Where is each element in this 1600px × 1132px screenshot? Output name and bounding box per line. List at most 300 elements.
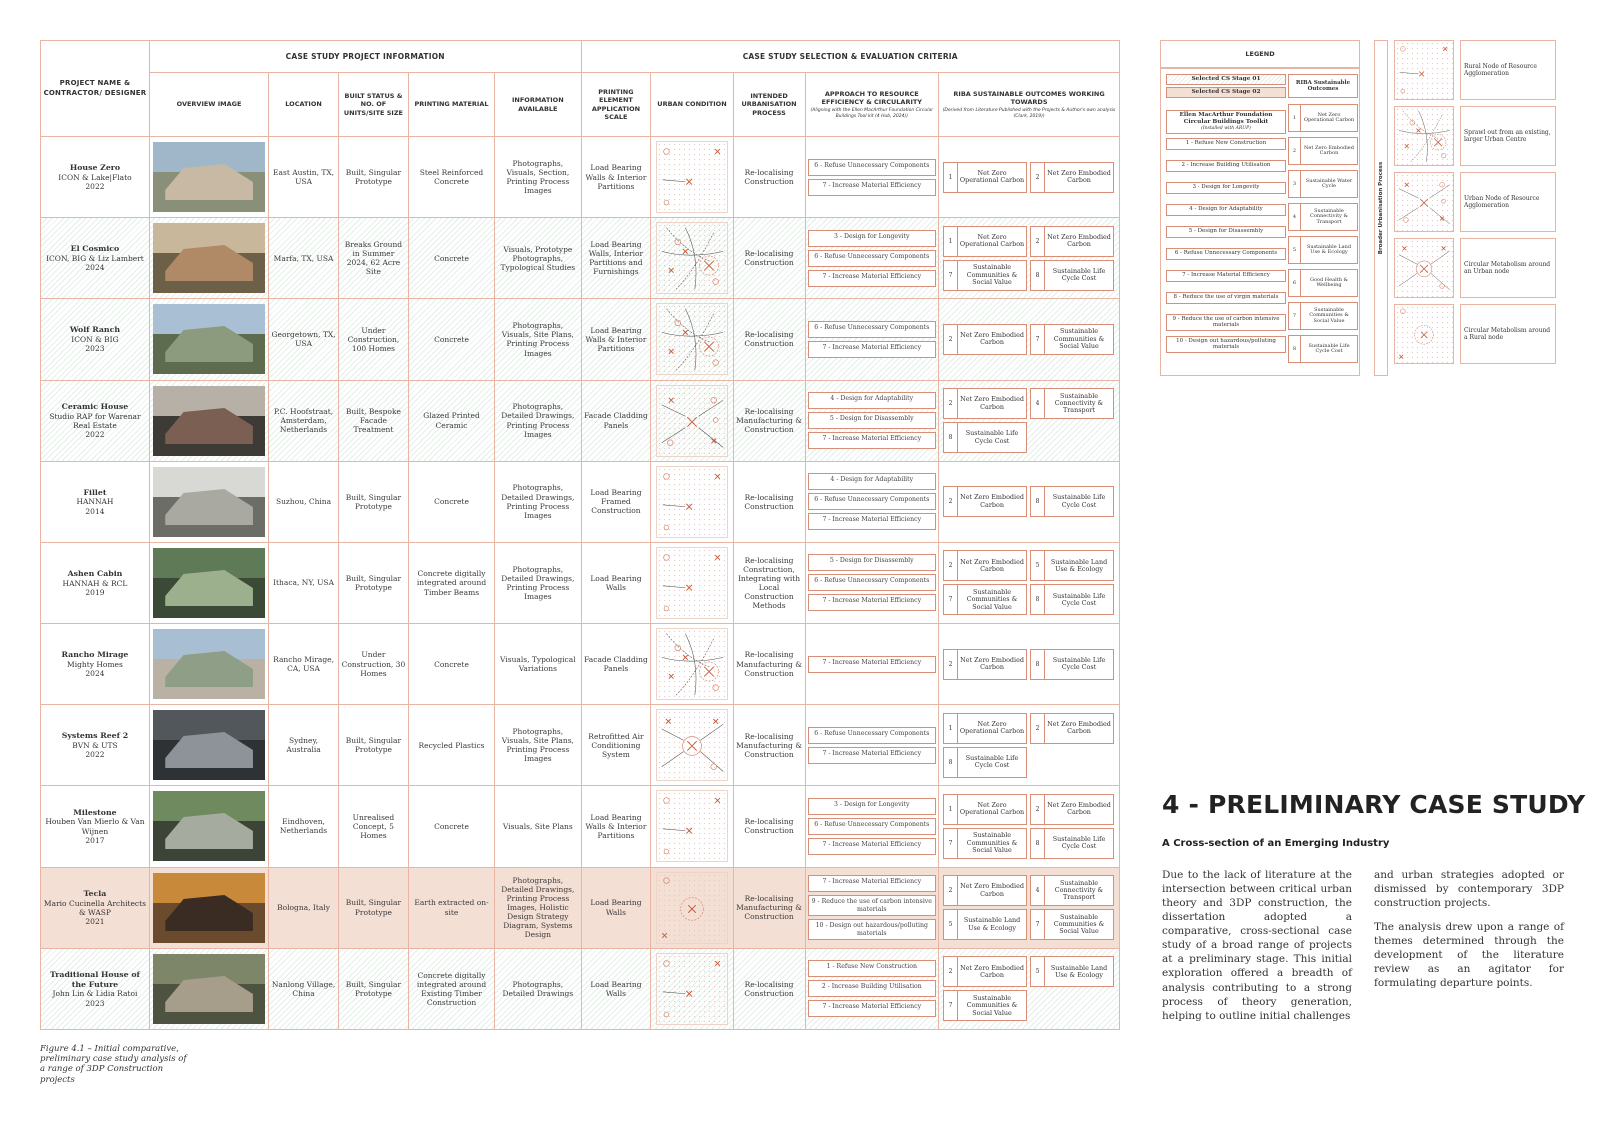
approach-tag: 7 - Increase Material Efficiency: [808, 594, 937, 611]
table-row: [41, 461, 1120, 542]
project-name: Wolf Ranch: [69, 325, 121, 335]
riba-tag-list: [941, 954, 1117, 1023]
riba-tag: [943, 649, 1027, 680]
legend-emf-item: 7 - Increase Material Efficiency: [1166, 270, 1286, 282]
project-year: 2017: [85, 836, 105, 846]
urban-condition-cell: [651, 299, 733, 380]
cell-material: Concrete digitally integrated around Existing Timber Construction: [408, 948, 494, 1029]
riba-number: 4: [1031, 389, 1045, 418]
cell-built: Breaks Ground in Summer 2024, 62 Acre Site: [338, 218, 408, 299]
cell-process: Re-localising Construction: [733, 786, 805, 867]
table-row: [41, 948, 1120, 1029]
riba-tag-list: [941, 160, 1117, 195]
approach-tag: 7 - Increase Material Efficiency: [808, 513, 937, 530]
legend-riba-label: Sustainable Connectivity & Transport: [1310, 207, 1348, 225]
cell-process: Re-localising Manufacturing & Construction: [733, 705, 805, 786]
cell-process: Re-localising Manufacturing & Construction: [733, 624, 805, 705]
project-name-cell: [41, 137, 150, 218]
col-location: LOCATION: [269, 73, 339, 137]
legend-riba-number: 6: [1289, 270, 1301, 296]
project-year: 2022: [85, 182, 105, 192]
legend-vertical-label-text: Broader Urbanisation Process: [1378, 161, 1384, 255]
riba-number: 8: [1031, 650, 1045, 679]
urban-condition-diagram: [656, 303, 728, 375]
cell-element: Load Bearing Walls: [581, 867, 651, 948]
cell-location: Sydney, Australia: [269, 705, 339, 786]
body-text-column-a: Due to the lack of literature at the intersection between critical urban theory and 3DP construction, the dissertation adopted a comparative, cross-sectional case study of a broad range of projects at a preliminary stage. This initial exploration offered a breadth of analysis contributing to a strong process of theory generation, helping to outline initial challenges: [1162, 869, 1352, 1022]
project-designer: Mario Cucinella Architects & WASP: [43, 898, 146, 917]
riba-tag-list: [941, 322, 1117, 357]
riba-label: Net Zero Embodied Carbon: [1047, 801, 1111, 817]
riba-outcomes-cell: [939, 948, 1120, 1029]
urban-condition-diagram: [656, 466, 728, 538]
cell-element: Load Bearing Walls & Interior Partitions: [581, 137, 651, 218]
riba-label: Sustainable Connectivity & Transport: [1054, 878, 1104, 902]
resource-approach-cell: [805, 948, 939, 1029]
urban-condition-diagram: [656, 953, 728, 1025]
approach-tag: 2 - Increase Building Utilisation: [808, 980, 937, 997]
project-photo: [153, 386, 265, 456]
riba-label: Net Zero Embodied Carbon: [960, 882, 1024, 898]
project-name: Rancho Mirage: [61, 650, 129, 660]
riba-label: Sustainable Communities & Social Value: [966, 263, 1018, 286]
urban-condition-cell: [651, 624, 733, 705]
cell-process: Re-localising Construction: [733, 461, 805, 542]
riba-tag: [943, 584, 1027, 615]
resource-approach-cell: [805, 461, 939, 542]
riba-number: 5: [1031, 957, 1045, 986]
cell-process: Re-localising Construction: [733, 218, 805, 299]
table-row: [41, 299, 1120, 380]
riba-tag-list: [941, 792, 1117, 861]
overview-image-cell: [149, 542, 268, 623]
riba-label: Net Zero Embodied Carbon: [960, 395, 1024, 411]
riba-number: 8: [944, 423, 958, 452]
riba-tag: [943, 875, 1027, 906]
cell-info: Photographs, Detailed Drawings: [495, 948, 581, 1029]
cell-location: Ithaca, NY, USA: [269, 542, 339, 623]
riba-tag: [1030, 550, 1114, 581]
cell-material: Recycled Plastics: [408, 705, 494, 786]
project-year: 2024: [85, 669, 105, 679]
approach-tag: 7 - Increase Material Efficiency: [808, 747, 937, 764]
cell-element: Retrofitted Air Conditioning System: [581, 705, 651, 786]
riba-number: 5: [944, 910, 958, 939]
cell-info: Photographs, Detailed Drawings, Printing Process Images: [495, 542, 581, 623]
riba-tag: [1030, 584, 1114, 615]
cell-built: Unrealised Concept, 5 Homes: [338, 786, 408, 867]
legend-riba-number: 2: [1289, 138, 1301, 164]
riba-outcomes-cell: [939, 218, 1120, 299]
riba-tag: [1030, 828, 1114, 859]
riba-label: Net Zero Embodied Carbon: [1047, 719, 1111, 736]
project-photo: [153, 791, 265, 861]
project-photo: [153, 873, 265, 943]
approach-tag: 6 - Refuse Unnecessary Components: [808, 818, 937, 835]
riba-tag-list: [941, 548, 1117, 617]
project-photo: [153, 629, 265, 699]
riba-number: 1: [944, 795, 958, 824]
project-designer: Houben Van Mierlo & Van Wijnen: [45, 817, 145, 836]
riba-number: 4: [1031, 876, 1045, 905]
col-riba-outcomes: [939, 73, 1120, 137]
riba-tag-list: [941, 647, 1117, 682]
riba-label: Net Zero Embodied Carbon: [1047, 168, 1111, 185]
riba-outcomes-cell: [939, 786, 1120, 867]
project-photo: [153, 710, 265, 780]
project-name-cell: [41, 218, 150, 299]
project-name-cell: [41, 380, 150, 461]
riba-number: 1: [944, 227, 958, 256]
riba-number: 2: [944, 551, 958, 580]
header-project-name: PROJECT NAME & CONTRACTOR/ DESIGNER: [41, 41, 150, 137]
overview-image-cell: [149, 299, 268, 380]
project-year: 2024: [85, 263, 105, 273]
header-selection-criteria: CASE STUDY SELECTION & EVALUATION CRITERIA: [581, 41, 1120, 73]
cell-process: Re-localising Manufacturing & Construction: [733, 867, 805, 948]
riba-tag: [1030, 713, 1114, 744]
cell-info: Visuals, Site Plans: [495, 786, 581, 867]
cell-info: Photographs, Detailed Drawings, Printing Process Images: [495, 461, 581, 542]
riba-tag: [943, 909, 1027, 940]
legend-riba-item: [1288, 104, 1358, 132]
legend-emf-item: 10 - Design out hazardous/polluting materials: [1166, 336, 1286, 353]
section-subtitle: A Cross-section of an Emerging Industry: [1162, 838, 1390, 849]
col-information-available: INFORMATION AVAILABLE: [495, 73, 581, 137]
riba-tag: [943, 713, 1027, 744]
riba-outcomes-cell: [939, 380, 1120, 461]
project-photo: [153, 467, 265, 537]
legend-diagram: [1394, 172, 1454, 232]
resource-approach-cell: [805, 705, 939, 786]
cell-process: Re-localising Construction: [733, 299, 805, 380]
cell-location: Eindhoven, Netherlands: [269, 786, 339, 867]
urban-condition-diagram: [656, 790, 728, 862]
project-designer: ICON & BIG: [71, 335, 119, 345]
cell-built: Built, Singular Prototype: [338, 948, 408, 1029]
riba-number: 8: [1031, 261, 1045, 290]
approach-tag: 6 - Refuse Unnecessary Components: [808, 250, 937, 267]
riba-tag: [943, 324, 1027, 355]
cell-location: Nanlong Village, China: [269, 948, 339, 1029]
riba-tag: [943, 260, 1027, 291]
riba-label: Sustainable Life Cycle Cost: [965, 753, 1019, 770]
legend-riba-title-text: RIBA Sustainable Outcomes: [1295, 79, 1351, 92]
cell-process: Re-localising Construction: [733, 137, 805, 218]
riba-tag: [943, 828, 1027, 859]
riba-label: Net Zero Embodied Carbon: [960, 963, 1024, 979]
cell-built: Built, Singular Prototype: [338, 137, 408, 218]
legend-emf-item: 9 - Reduce the use of carbon intensive materials: [1166, 314, 1286, 331]
project-name-cell: [41, 299, 150, 380]
riba-label: Sustainable Communities & Social Value: [966, 831, 1018, 855]
approach-tag: 7 - Increase Material Efficiency: [808, 875, 937, 892]
project-name-cell: [41, 948, 150, 1029]
project-name: House Zero: [69, 163, 121, 173]
table-row: [41, 380, 1120, 461]
legend-emf-item: 8 - Reduce the use of virgin materials: [1166, 292, 1286, 304]
col-built-status: BUILT STATUS & NO. OF UNITS/SITE SIZE: [338, 73, 408, 137]
body-paragraph-2: The analysis drew upon a range of themes determined through the development of the literature review as an agitator for formulating departure points.: [1374, 921, 1564, 990]
project-name-cell: [41, 786, 150, 867]
riba-number: 2: [944, 487, 958, 516]
legend-diagram: [1394, 304, 1454, 364]
approach-tag: 4 - Design for Adaptability: [808, 392, 937, 409]
riba-label: Sustainable Life Cycle Cost: [1052, 835, 1106, 851]
legend-riba-item: [1288, 302, 1358, 330]
cell-material: Glazed Printed Ceramic: [408, 380, 494, 461]
riba-tag-list: [941, 484, 1117, 519]
approach-tag: 6 - Refuse Unnecessary Components: [808, 321, 937, 338]
urban-condition-cell: [651, 461, 733, 542]
legend-emf-title: [1166, 110, 1286, 134]
cell-built: Built, Singular Prototype: [338, 461, 408, 542]
project-photo: [153, 142, 265, 212]
legend-diagram-label: Rural Node of Resource Agglomeration: [1460, 40, 1556, 100]
riba-number: 8: [1031, 829, 1045, 858]
riba-tag: [1030, 260, 1114, 291]
approach-tag: 7 - Increase Material Efficiency: [808, 1000, 937, 1017]
legend: [1160, 40, 1560, 376]
body-text-column-b: [1374, 868, 1564, 991]
project-designer: John Lin & Lidia Ratoi: [52, 989, 138, 999]
legend-riba-label: Sustainable Life Cycle Cost: [1308, 342, 1350, 354]
body-paragraph-1: and urban strategies adopted or dismissed by contemporary 3DP construction projects.: [1374, 869, 1564, 910]
overview-image-cell: [149, 948, 268, 1029]
overview-image-cell: [149, 380, 268, 461]
legend-riba-item: [1288, 335, 1358, 363]
urban-condition-cell: [651, 867, 733, 948]
col-resource-approach: [805, 73, 939, 137]
riba-number: 5: [1031, 551, 1045, 580]
table-row: [41, 218, 1120, 299]
legend-emf-item: 6 - Refuse Unnecessary Components: [1166, 248, 1286, 260]
riba-label: Sustainable Life Cycle Cost: [1052, 655, 1106, 672]
riba-label: Sustainable Communities & Social Value: [1053, 327, 1105, 351]
riba-tag: [943, 226, 1027, 257]
overview-image-cell: [149, 461, 268, 542]
approach-tag: 7 - Increase Material Efficiency: [808, 656, 937, 673]
col-riba-outcomes-label: RIBA SUSTAINABLE OUTCOMES WORKING TOWARDS: [953, 89, 1105, 106]
legend-riba-label: Net Zero Operational Carbon: [1303, 111, 1355, 123]
riba-number: 7: [944, 585, 958, 614]
legend-riba-label: Sustainable Land Use & Ecology: [1306, 243, 1352, 255]
riba-number: 7: [944, 829, 958, 858]
riba-label: Sustainable Life Cycle Cost: [965, 429, 1019, 445]
col-riba-outcomes-note: (Derived from Literature Published with the Projects & Author's own analysis (Clark, 2019)): [942, 108, 1116, 119]
riba-number: 2: [944, 389, 958, 418]
cell-element: Load Bearing Walls & Interior Partitions: [581, 786, 651, 867]
riba-tag: [1030, 162, 1114, 193]
project-year: 2022: [85, 750, 105, 760]
cell-info: Photographs, Visuals, Section, Printing Process Images: [495, 137, 581, 218]
legend-diagram-label: Sprawl out from an existing, larger Urban Centre: [1460, 106, 1556, 166]
riba-tag: [943, 956, 1027, 987]
riba-outcomes-cell: [939, 542, 1120, 623]
legend-riba-label: Net Zero Embodied Carbon: [1304, 144, 1354, 156]
cell-material: Earth extracted on-site: [408, 867, 494, 948]
project-designer: BVN & UTS: [72, 740, 118, 750]
approach-tag: 5 - Design for Disassembly: [808, 412, 937, 429]
legend-riba-label: Good Health & Wellbeing: [1310, 276, 1348, 288]
case-study-table: [40, 40, 1120, 1030]
project-photo: [153, 954, 265, 1024]
riba-tag-list: [941, 711, 1117, 780]
project-year: 2019: [85, 588, 105, 597]
approach-tag: 6 - Refuse Unnecessary Components: [808, 159, 937, 176]
cell-info: Photographs, Visuals, Site Plans, Printing Process Images: [495, 705, 581, 786]
riba-label: Net Zero Embodied Carbon: [1047, 232, 1111, 249]
riba-label: Net Zero Embodied Carbon: [960, 331, 1024, 347]
approach-tag: 7 - Increase Material Efficiency: [808, 341, 937, 358]
riba-outcomes-cell: [939, 299, 1120, 380]
approach-tag: 7 - Increase Material Efficiency: [808, 270, 937, 287]
approach-tag: 5 - Design for Disassembly: [808, 554, 937, 571]
cell-location: Georgetown, TX, USA: [269, 299, 339, 380]
cell-info: Visuals, Typological Variations: [495, 624, 581, 705]
project-year: 2022: [85, 430, 105, 440]
riba-label: Sustainable Life Cycle Cost: [1052, 493, 1106, 509]
approach-tag: 6 - Refuse Unnecessary Components: [808, 727, 937, 744]
urban-condition-diagram: [656, 222, 728, 294]
cell-material: Steel Reinforced Concrete: [408, 137, 494, 218]
riba-outcomes-cell: [939, 705, 1120, 786]
riba-tag: [943, 747, 1027, 778]
riba-tag: [943, 990, 1027, 1021]
cell-element: Load Bearing Walls: [581, 948, 651, 1029]
approach-tag: 10 - Design out hazardous/polluting materials: [808, 919, 937, 940]
cell-built: Under Construction, 30 Homes: [338, 624, 408, 705]
approach-tag: 1 - Refuse New Construction: [808, 960, 937, 977]
legend-emf-item: 1 - Refuse New Construction: [1166, 138, 1286, 150]
urban-condition-cell: [651, 380, 733, 461]
cell-element: Load Bearing Walls, Interior Partitions and Furnishings: [581, 218, 651, 299]
riba-tag-list: [941, 386, 1117, 455]
table-row: [41, 867, 1120, 948]
legend-riba-label: Sustainable Water Cycle: [1305, 177, 1353, 189]
resource-approach-cell: [805, 218, 939, 299]
figure-caption: Figure 4.1 – Initial comparative, preliminary case study analysis of a range of 3DP Construction projects: [40, 1044, 187, 1085]
cell-location: Suzhou, China: [269, 461, 339, 542]
col-overview-image: OVERVIEW IMAGE: [149, 73, 268, 137]
table-body: [41, 137, 1120, 1030]
cell-element: Load Bearing Framed Construction: [581, 461, 651, 542]
legend-emf-note: (Installed with ARUP): [1201, 126, 1251, 132]
project-year: 2023: [85, 998, 105, 1008]
riba-number: 7: [944, 261, 958, 290]
cell-location: Marfa, TX, USA: [269, 218, 339, 299]
riba-label: Net Zero Embodied Carbon: [960, 493, 1024, 509]
riba-tag: [943, 162, 1027, 193]
riba-tag: [1030, 649, 1114, 680]
approach-tag: 3 - Design for Longevity: [808, 798, 937, 815]
table-row: [41, 137, 1120, 218]
cell-info: Photographs, Detailed Drawings, Printing Process Images: [495, 380, 581, 461]
resource-approach-cell: [805, 299, 939, 380]
legend-riba-number: 7: [1289, 303, 1301, 329]
riba-outcomes-cell: [939, 867, 1120, 948]
riba-number: 2: [1031, 795, 1045, 824]
riba-tag: [1030, 226, 1114, 257]
riba-number: 2: [1031, 163, 1045, 192]
table-row: [41, 542, 1120, 623]
overview-image-cell: [149, 624, 268, 705]
overview-image-cell: [149, 137, 268, 218]
riba-label: Net Zero Operational Carbon: [959, 232, 1025, 249]
legend-stage-02: Selected CS Stage 02: [1166, 87, 1286, 98]
cell-built: Under Construction, 100 Homes: [338, 299, 408, 380]
project-name: Ceramic House: [61, 401, 129, 411]
riba-label: Net Zero Embodied Carbon: [960, 557, 1024, 573]
legend-emf-item: 4 - Design for Adaptability: [1166, 204, 1286, 216]
legend-stage-01: Selected CS Stage 01: [1166, 74, 1286, 85]
project-designer: HANNAH: [76, 497, 114, 507]
approach-tag: 9 - Reduce the use of carbon intensive materials: [808, 895, 937, 916]
riba-number: 1: [944, 714, 958, 743]
urban-condition-cell: [651, 218, 733, 299]
urban-condition-diagram: [656, 709, 728, 781]
section-title: 4 - PRELIMINARY CASE STUDY: [1162, 790, 1586, 819]
cell-info: Photographs, Detailed Drawings, Printing Process Images, Holistic Design Strategy Diagram, Systems Design: [495, 867, 581, 948]
resource-approach-cell: [805, 867, 939, 948]
riba-tag-list: [941, 224, 1117, 293]
urban-condition-diagram: [656, 872, 728, 944]
cell-built: Built, Singular Prototype: [338, 867, 408, 948]
riba-tag: [1030, 324, 1114, 355]
riba-label: Sustainable Land Use & Ecology: [1050, 557, 1108, 573]
project-name-cell: [41, 461, 150, 542]
riba-outcomes-cell: [939, 624, 1120, 705]
riba-label: Sustainable Life Cycle Cost: [1052, 266, 1106, 283]
legend-title: LEGEND: [1160, 40, 1360, 68]
urban-condition-cell: [651, 542, 733, 623]
resource-approach-cell: [805, 137, 939, 218]
cell-location: Rancho Mirage, CA, USA: [269, 624, 339, 705]
project-name: Milestone: [73, 807, 117, 817]
project-name: Traditional House of the Future: [50, 969, 140, 989]
project-designer: ICON, BIG & Liz Lambert: [46, 253, 144, 263]
cell-element: Load Bearing Walls & Interior Partitions: [581, 299, 651, 380]
riba-number: 1: [944, 163, 958, 192]
urban-condition-diagram: [656, 141, 728, 213]
legend-riba-item: [1288, 203, 1358, 231]
project-name-cell: [41, 867, 150, 948]
resource-approach-cell: [805, 786, 939, 867]
legend-emf-item: 3 - Design for Longevity: [1166, 182, 1286, 194]
legend-riba-item: [1288, 236, 1358, 264]
legend-diagram-label: Urban Node of Resource Agglomeration: [1460, 172, 1556, 232]
urban-condition-diagram: [656, 628, 728, 700]
table-row: [41, 624, 1120, 705]
cell-material: Concrete: [408, 299, 494, 380]
riba-tag: [1030, 794, 1114, 825]
approach-tag: 7 - Increase Material Efficiency: [808, 432, 937, 449]
cell-process: Re-localising Manufacturing & Construction: [733, 380, 805, 461]
riba-tag: [943, 388, 1027, 419]
overview-image-cell: [149, 786, 268, 867]
approach-tag: 6 - Refuse Unnecessary Components: [808, 574, 937, 591]
legend-riba-item: [1288, 269, 1358, 297]
riba-number: 2: [1031, 714, 1045, 743]
legend-vertical-label: [1374, 40, 1388, 376]
cell-material: Concrete: [408, 624, 494, 705]
project-year: 2014: [85, 506, 105, 516]
riba-number: 7: [1031, 325, 1045, 354]
riba-tag-list: [941, 873, 1117, 942]
resource-approach-cell: [805, 624, 939, 705]
legend-riba-label: Sustainable Communities & Social Value: [1309, 306, 1349, 324]
project-photo: [153, 304, 265, 374]
